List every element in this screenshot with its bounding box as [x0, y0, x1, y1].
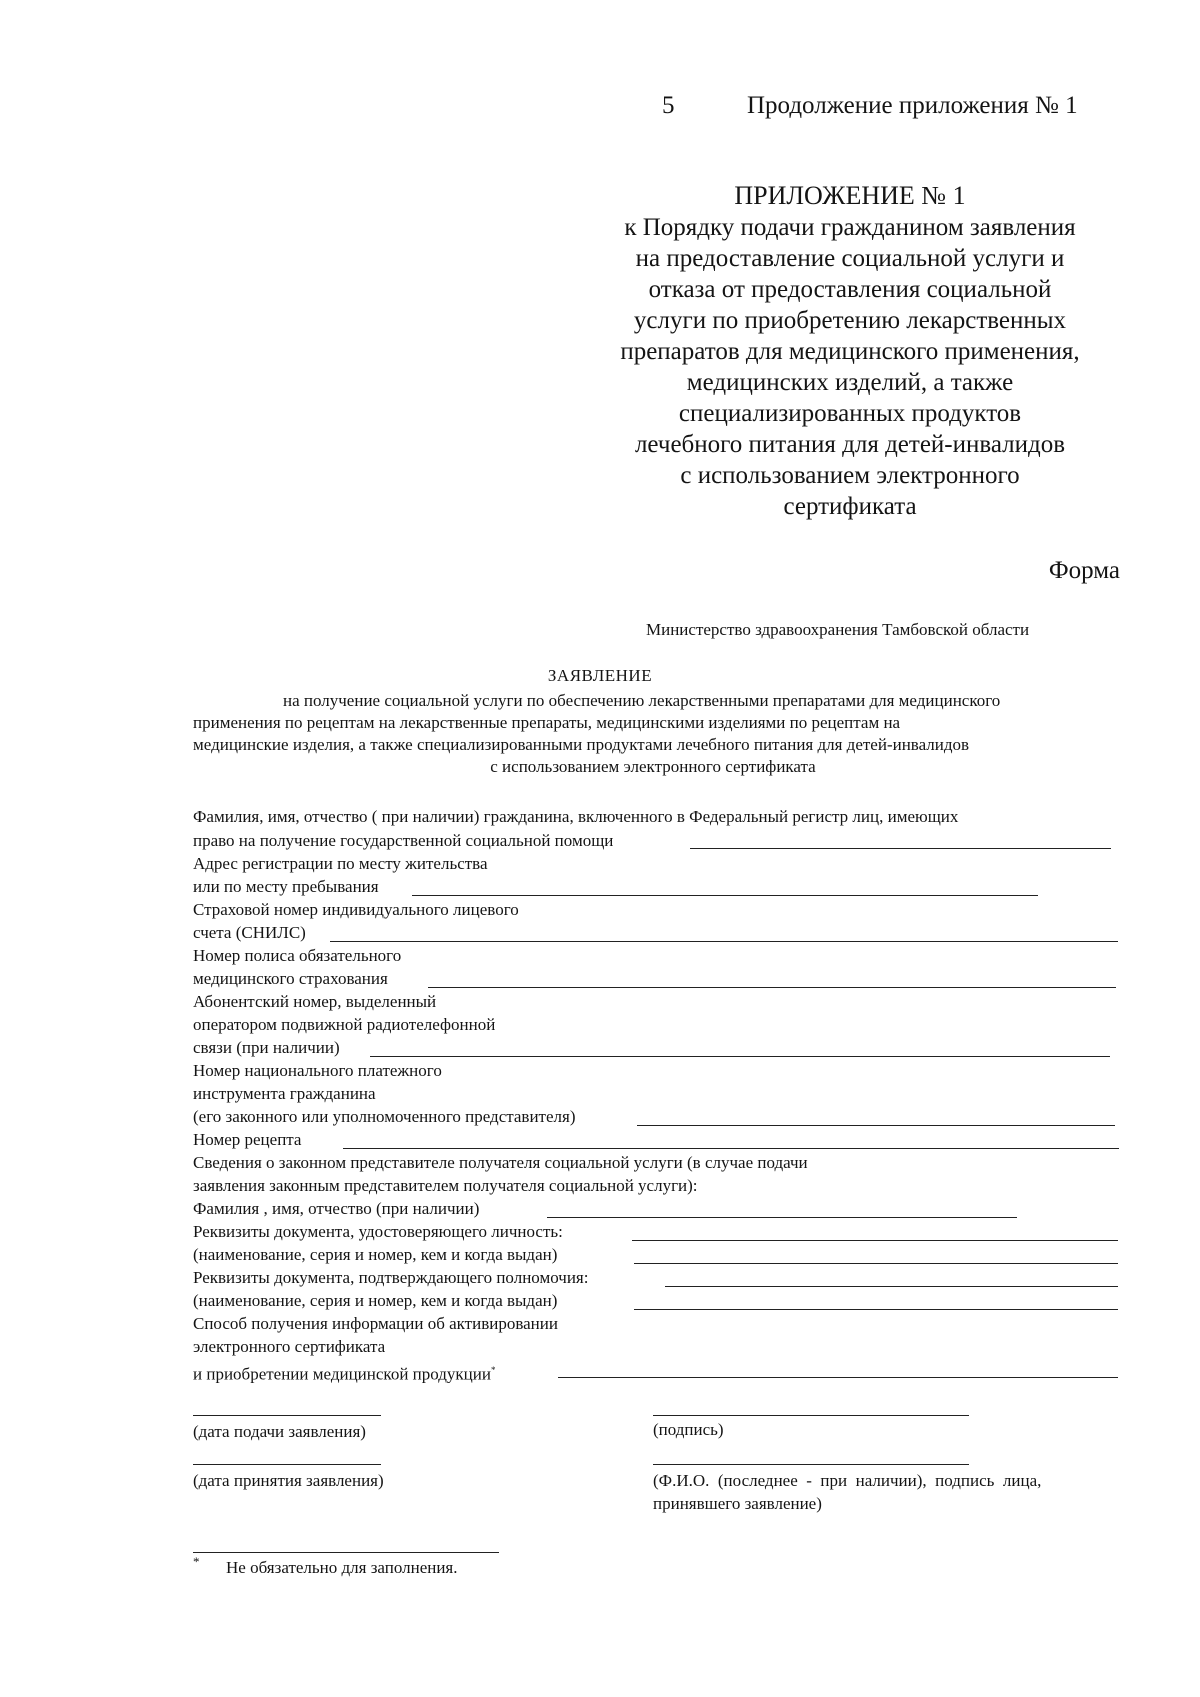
appendix-line: препаратов для медицинского применения, [620, 338, 1080, 365]
field-authority-doc-details-line[interactable] [634, 1309, 1118, 1310]
field-prescription-label: Номер рецепта [193, 1130, 302, 1149]
footnote-mark: * [490, 1365, 496, 1375]
appendix-line: к Порядку подачи гражданином заявления [624, 214, 1076, 241]
field-oms-label: Номер полиса обязательного [193, 946, 402, 965]
acceptor-line[interactable] [653, 1464, 969, 1465]
field-phone-label-cont: оператором подвижной радиотелефонной [193, 1015, 496, 1034]
footnote-separator [193, 1552, 499, 1553]
acceptor-label-cont: принявшего заявление) [653, 1494, 822, 1513]
field-address-label-cont: или по месту пребывания [193, 877, 379, 896]
appendix-line: специализированных продуктов [678, 400, 1022, 427]
form-label: Форма [1048, 557, 1120, 584]
date-accepted-line[interactable] [193, 1464, 381, 1465]
statement-line: на получение социальной услуги по обеспечению лекарственными препаратами для медицинского [283, 691, 1001, 710]
appendix-title: ПРИЛОЖЕНИЕ № 1 [734, 181, 966, 210]
field-phone-label: Абонентский номер, выделенный [193, 992, 437, 1011]
field-id-doc-label: Реквизиты документа, удостоверяющего личность: [193, 1222, 563, 1241]
field-phone-line[interactable] [370, 1056, 1110, 1057]
field-snils-line[interactable] [330, 941, 1118, 942]
appendix-line: медицинских изделий, а также [686, 369, 1014, 396]
continuation-label: Продолжение приложения № 1 [747, 92, 1078, 119]
signature-label: (подпись) [653, 1420, 724, 1439]
statement-title: ЗАЯВЛЕНИЕ [547, 666, 653, 685]
footnote-mark-bottom: * [193, 1554, 200, 1569]
appendix-line: сертификата [783, 493, 917, 520]
field-authority-doc-label: Реквизиты документа, подтверждающего полномочия: [193, 1268, 589, 1287]
field-rep-fio-label: Фамилия , имя, отчество (при наличии) [193, 1199, 480, 1218]
field-phone-label-cont2: связи (при наличии) [193, 1038, 340, 1057]
field-payment-label: Номер национального платежного [193, 1061, 442, 1080]
field-address-label: Адрес регистрации по месту жительства [193, 854, 488, 873]
field-address-line[interactable] [412, 895, 1038, 896]
field-authority-doc-details-label: (наименование, серия и номер, кем и когда выдан) [193, 1291, 558, 1310]
page-number: 5 [662, 92, 675, 119]
field-notify-label: Способ получения информации об активировании [193, 1314, 558, 1333]
signature-line[interactable] [653, 1415, 969, 1416]
appendix-block [580, 180, 1120, 522]
field-authority-doc-line[interactable] [665, 1286, 1118, 1287]
statement-line: применения по рецептам на лекарственные препараты, медицинскими изделиями по рецептам на [193, 713, 901, 732]
field-snils-label-cont: счета (СНИЛС) [193, 923, 306, 942]
field-oms-label-cont: медицинского страхования [193, 969, 388, 988]
field-payment-label-cont2: (его законного или уполномоченного представителя) [193, 1107, 576, 1126]
field-notify-label-cont2: и приобретении медицинской продукции* [193, 1364, 496, 1384]
field-oms-line[interactable] [428, 987, 1116, 988]
date-submitted-label: (дата подачи заявления) [193, 1422, 366, 1441]
field-id-doc-details-line[interactable] [634, 1263, 1118, 1264]
statement-line: медицинские изделия, а также специализированными продуктами лечебного питания для детей-инвалидов [193, 735, 970, 754]
field-payment-label-cont: инструмента гражданина [193, 1084, 376, 1103]
field-rep-fio-line[interactable] [547, 1217, 1017, 1218]
field-rep-info-label-cont: заявления законным представителем получателя социальной услуги): [193, 1176, 698, 1195]
appendix-line: на предоставление социальной услуги и [635, 245, 1065, 272]
footnote-text: Не обязательно для заполнения. [226, 1558, 458, 1577]
field-snils-label: Страховой номер индивидуального лицевого [193, 900, 519, 919]
date-submitted-line[interactable] [193, 1415, 381, 1416]
ministry-name: Министерство здравоохранения Тамбовской области [646, 620, 1030, 639]
field-id-doc-line[interactable] [632, 1240, 1118, 1241]
statement-line: с использованием электронного сертификата [490, 757, 816, 776]
statement-body [193, 690, 1113, 778]
field-fio-line[interactable] [690, 848, 1111, 849]
appendix-line: отказа от предоставления социальной [648, 276, 1052, 303]
appendix-line: с использованием электронного [680, 462, 1020, 489]
date-accepted-label: (дата принятия заявления) [193, 1471, 384, 1490]
field-rep-info-label: Сведения о законном представителе получателя социальной услуги (в случае подачи [193, 1153, 808, 1172]
field-payment-line[interactable] [637, 1125, 1115, 1126]
field-prescription-line[interactable] [343, 1148, 1119, 1149]
acceptor-label: (Ф.И.О. (последнее - при наличии), подпись лица, [653, 1471, 1042, 1490]
field-notify-label-cont: электронного сертификата [193, 1337, 386, 1356]
field-fio-label: Фамилия, имя, отчество ( при наличии) гражданина, включенного в Федеральный регистр лиц, имеющих [193, 807, 959, 826]
field-notify-line[interactable] [558, 1377, 1118, 1378]
appendix-line: услуги по приобретению лекарственных [633, 307, 1067, 334]
field-fio-label-cont: право на получение государственной социальной помощи [193, 831, 614, 850]
field-id-doc-details-label: (наименование, серия и номер, кем и когда выдан) [193, 1245, 558, 1264]
appendix-line: лечебного питания для детей-инвалидов [634, 431, 1066, 458]
